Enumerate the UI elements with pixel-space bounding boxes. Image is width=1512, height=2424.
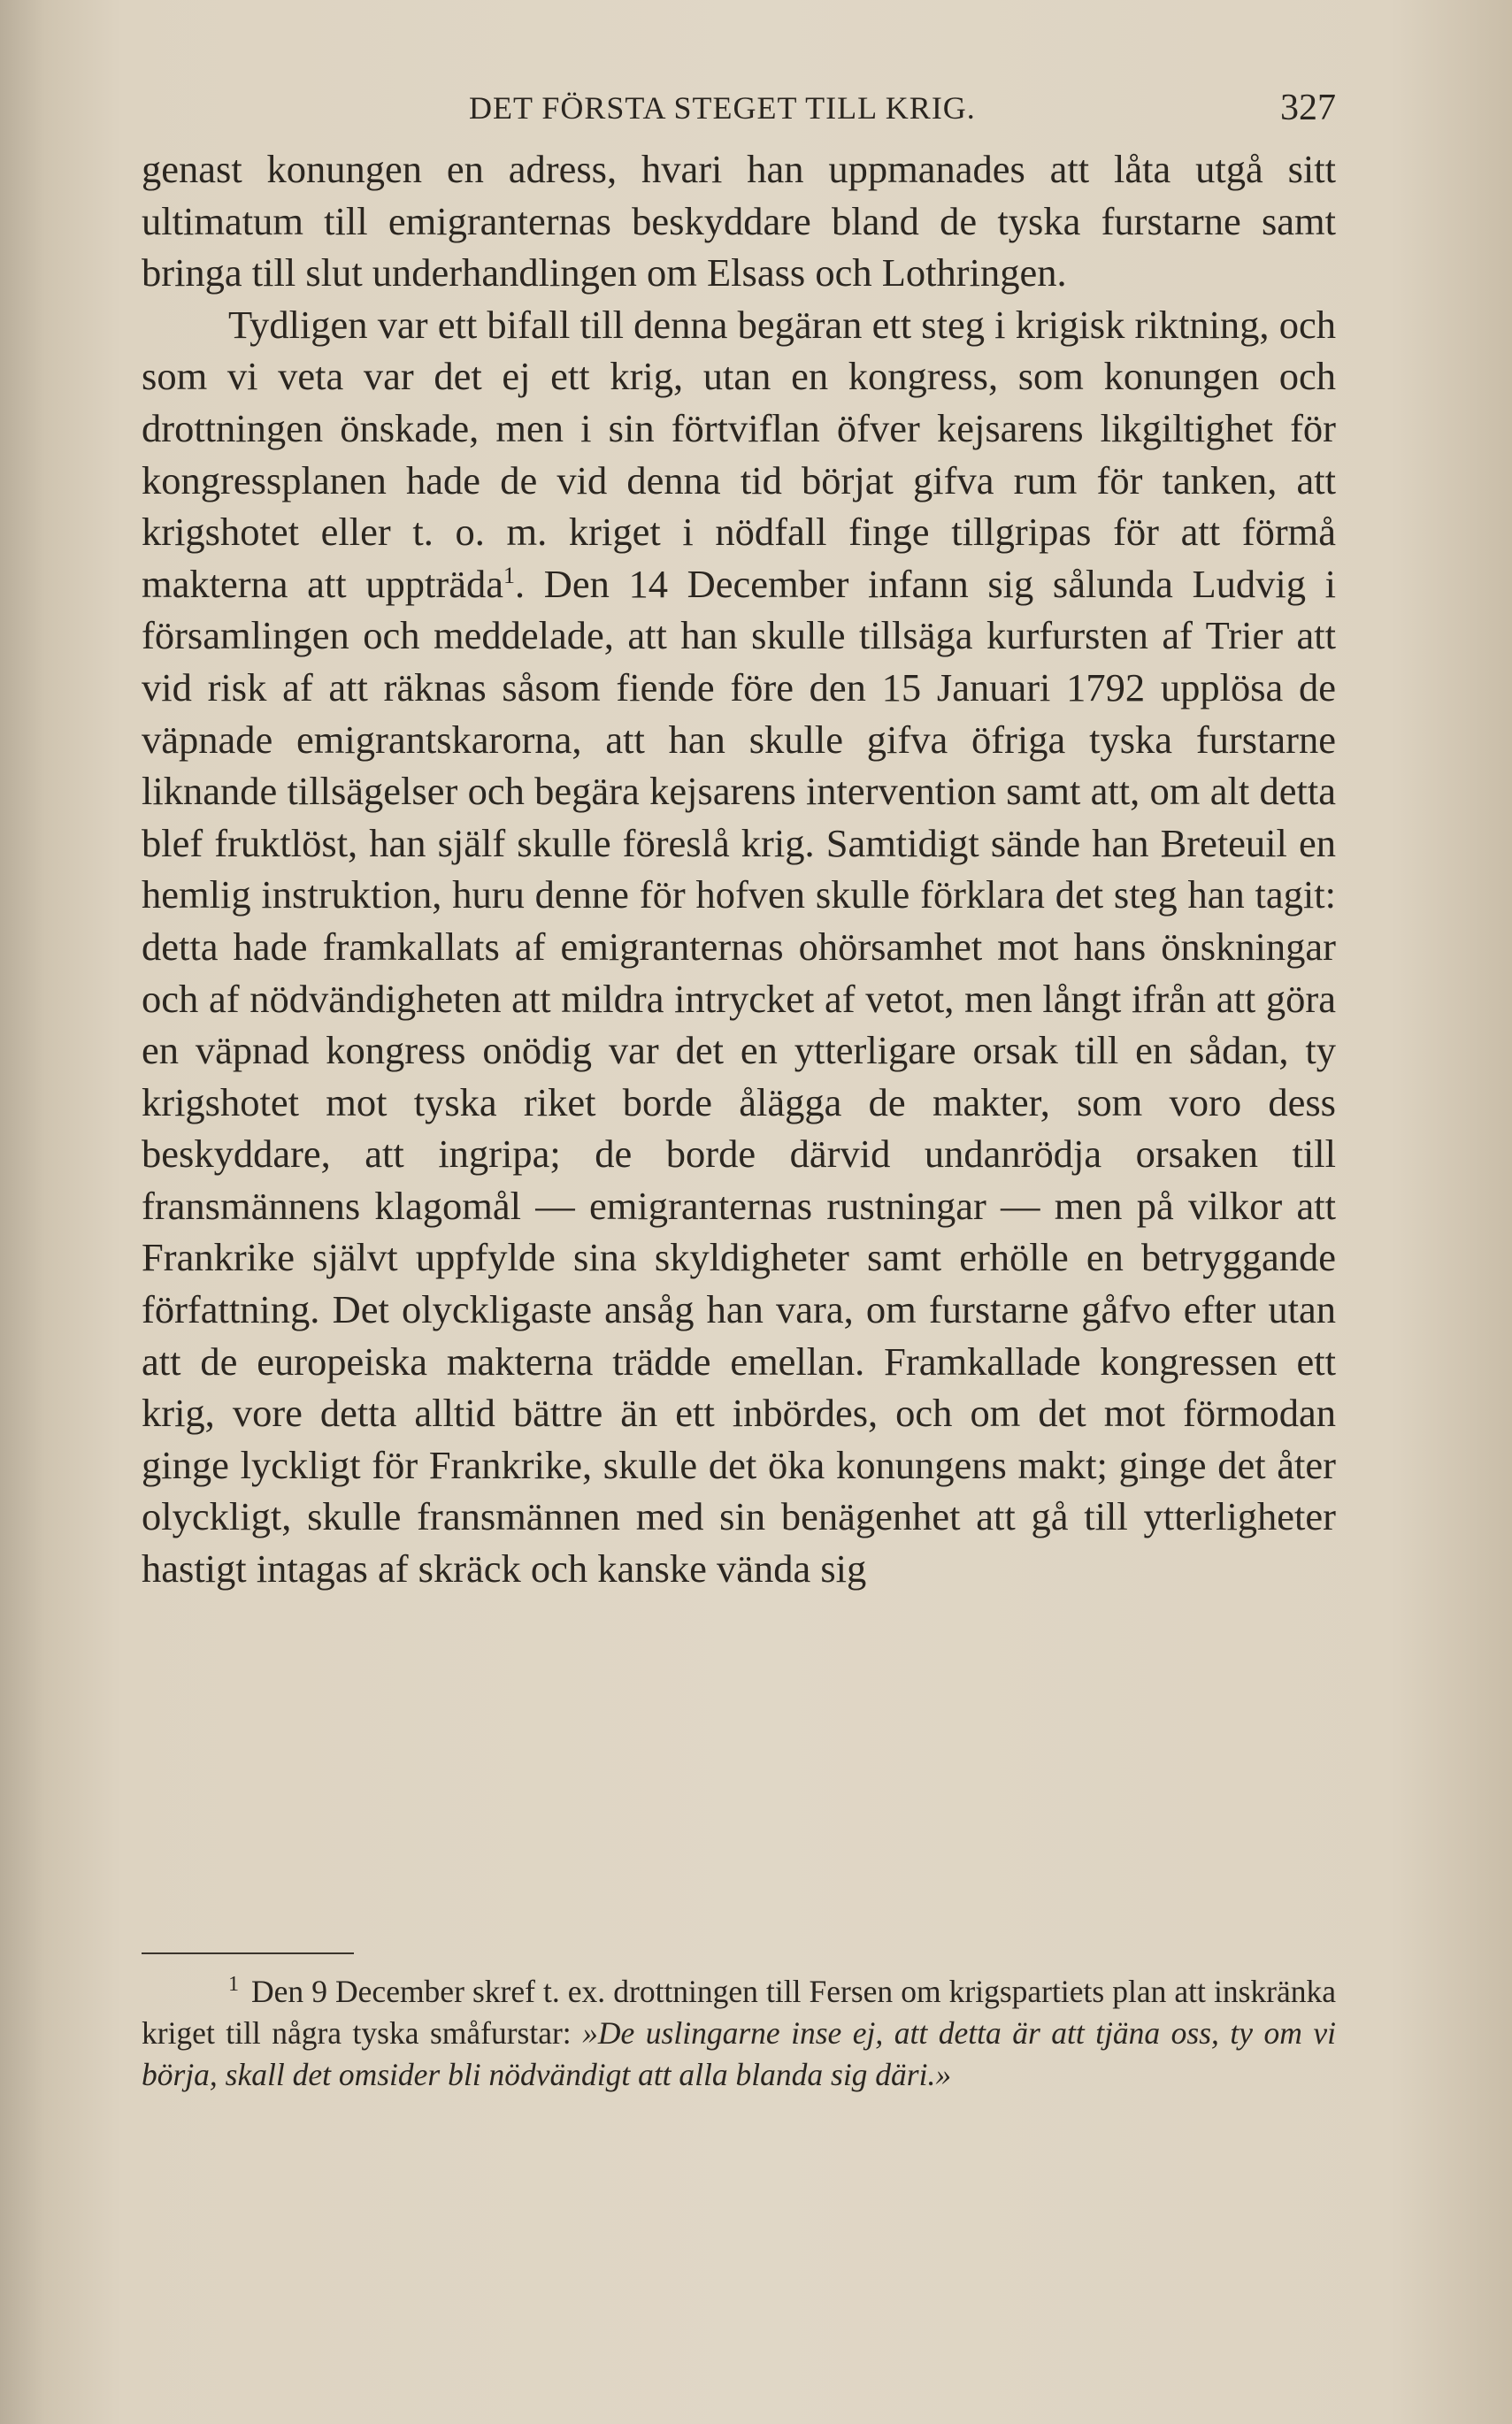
page-header (142, 81, 1336, 134)
running-title: DET FÖRSTA STEGET TILL KRIG. (469, 90, 976, 126)
paragraph-continued: genast konungen en adress, hvari han uppmanades att låta utgå sitt ultimatum till emigranternas beskyddare bland de tyska furstarne samt bringa till slut underhandlingen om Elsass och Lothringen. (142, 147, 1336, 295)
footnote-mark: 1 (228, 1973, 239, 1997)
paragraph (142, 299, 1336, 1595)
paragraph-text-part-1: Tydligen var ett bifall till denna begäran ett steg i krigisk riktning, och som vi veta var det ej ett krig, utan en kongress, som konungen och drottningen önskade, men i sin förtviflan öfver kejsarens likgiltighet för kongressplanen hade de vid denna tid börjat gifva rum för tanken, att krigshotet eller t. o. m. kriget i nödfall finge tillgripas för att förmå makterna att uppträda (142, 302, 1336, 606)
paragraph-text-part-2: . Den 14 December infann sig sålunda Ludvig i församlingen och meddelade, att han skulle tillsäga kurfursten af Trier att vid risk af att räknas såsom fiende före den 15 Januari 1792 upplösa de väpnade emigrantskarorna, att han skulle gifva öfriga tyska furstarne liknande tillsägelser och begära kejsarens intervention samt att, om alt detta blef fruktlöst, han själf skulle föreslå krig. Samtidigt sände han Breteuil en hemlig instruktion, huru denne för hofven skulle förklara det steg han tagit: detta hade framkallats af emigranternas ohörsamhet mot hans önskningar och af nödvändigheten att mildra intrycket af vetot, men långt ifrån att göra en väpnad kongress onödig var det en ytterligare orsak till en sådan, ty krigshotet mot tyska riket borde ålägga de makter, som voro dess beskyddare, att ingripa; de borde därvid undanrödja orsaken till fransmännens klagomål — emigranternas rustningar — men på vilkor att Frankrike självt uppfylde sina skyldigheter samt erhölle en betryggande författning. Det olyckligaste ansåg han vara, om furstarne gåfvo efter utan att de europeiska makterna trädde emellan. Framkallade kongressen ett krig, vore detta alltid bättre än ett inbördes, och om det mot förmodan ginge lyckligt för Frankrike, skulle det öka konungens makt; ginge det åter olyckligt, skulle fransmännen med sin benägenhet att gå till ytterligheter hastigt intagas af skräck och kanske vända sig (142, 561, 1337, 1592)
page-number: 327 (1280, 88, 1336, 128)
footnote-separator (142, 1952, 354, 1954)
footnote-paragraph (142, 1971, 1336, 2096)
footnote-quote: »De uslingarne inse ej, att detta är att tjäna oss, ty om vi börja, skall det omsider bli nödvändigt att alla blanda sig däri.» (142, 2015, 1337, 2092)
footnote-reference: 1 (503, 562, 515, 588)
main-text (142, 143, 1336, 1595)
footnote-text: Den 9 December skref t. ex. drottningen till Fersen om krigspartiets plan att inskränka kriget till några tyska småfurstar: (142, 1974, 1336, 2051)
footnote (142, 1971, 1336, 2096)
